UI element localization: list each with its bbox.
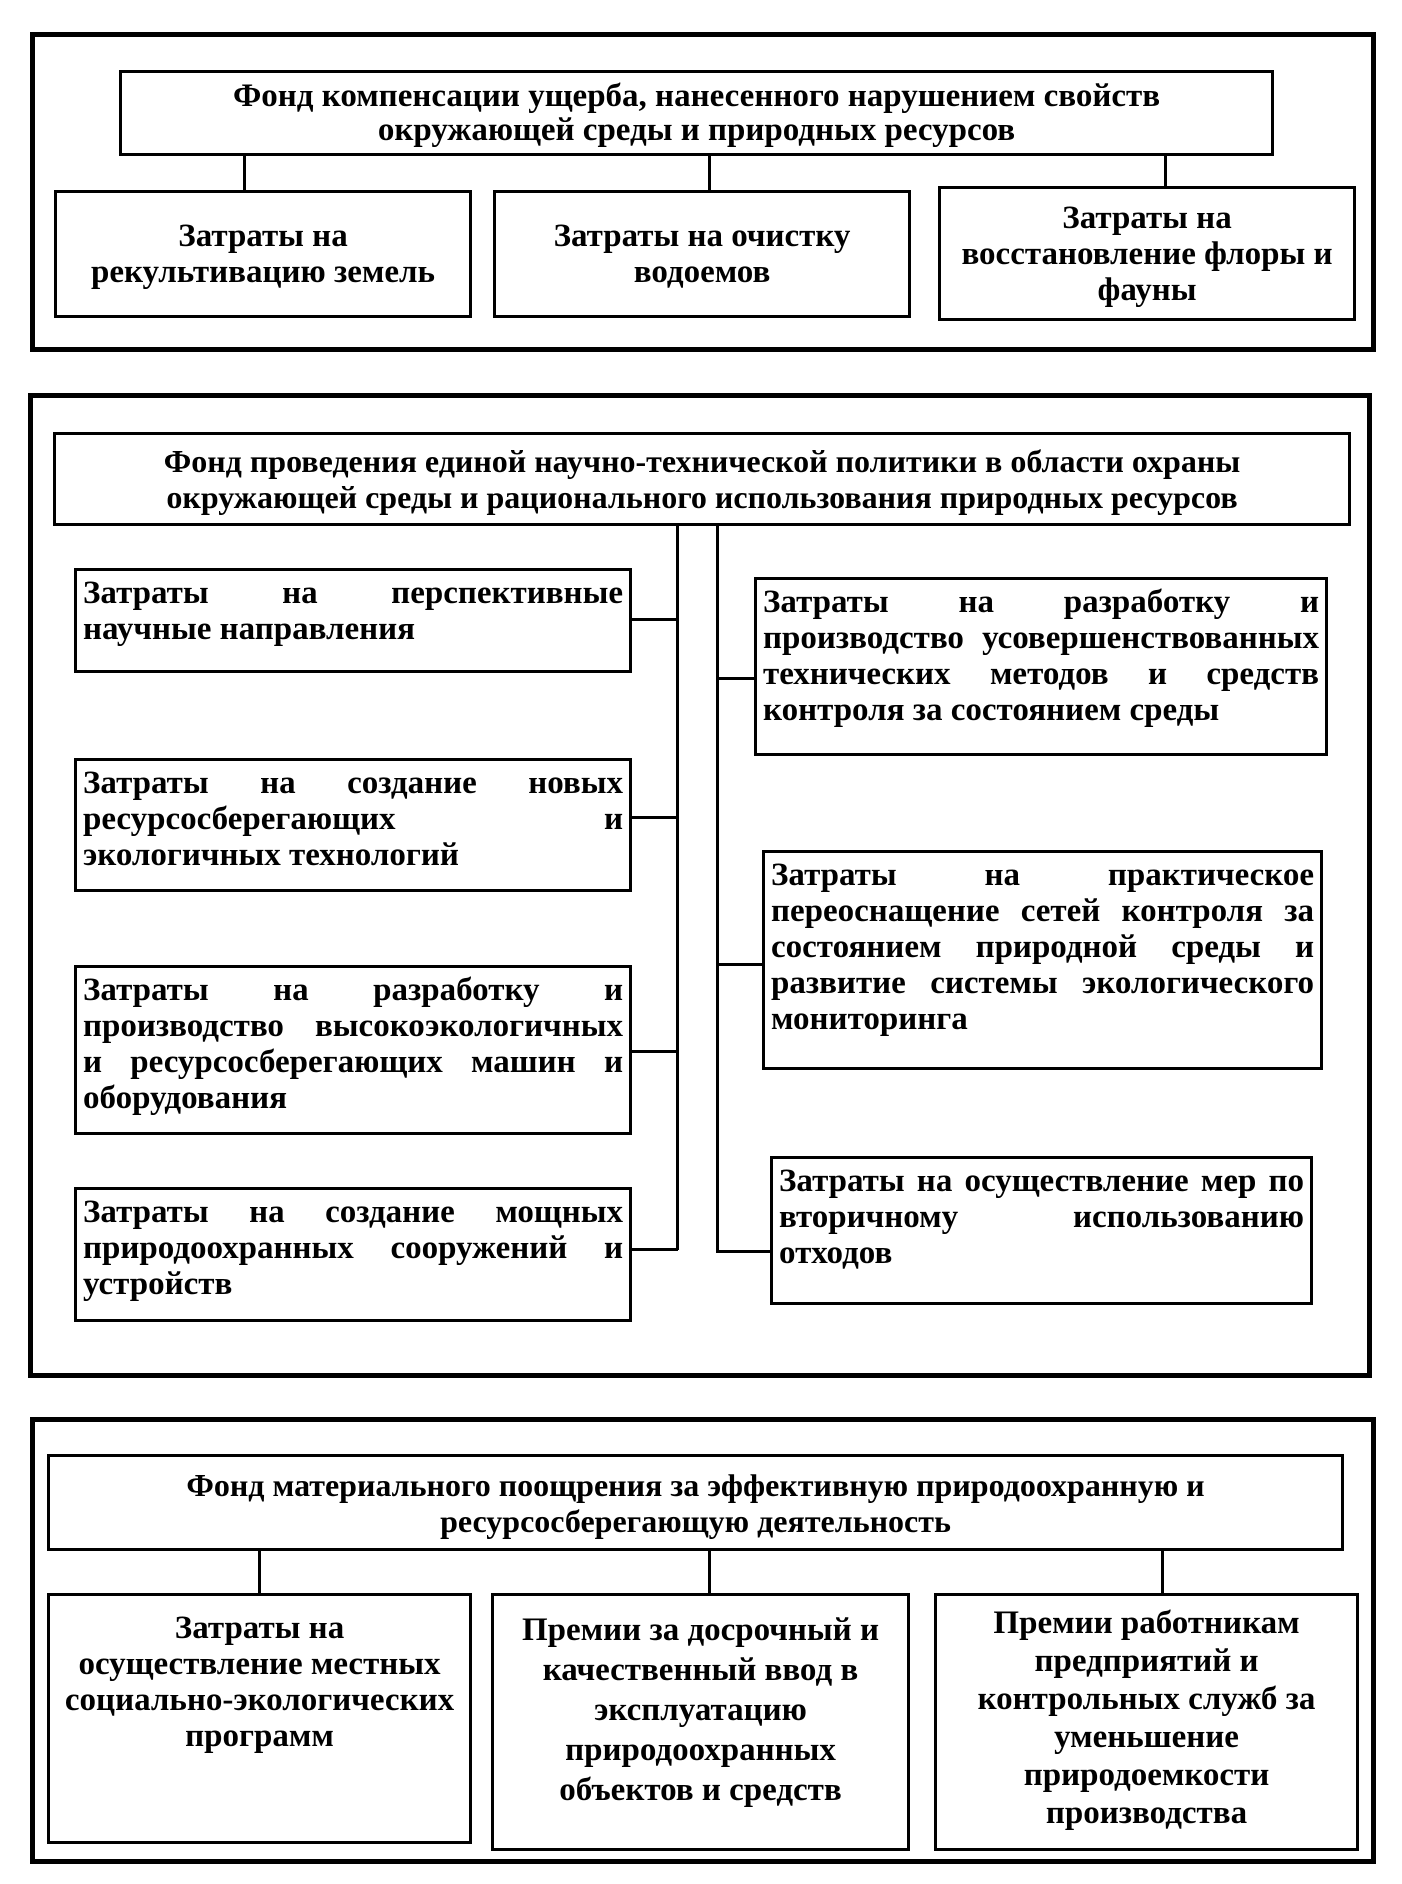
eco-technologies-box (74, 758, 632, 892)
eco-technologies-label: Затраты на создание новых ресурсосберегающих и экологичных технологий (83, 765, 623, 873)
worker-bonuses-box (934, 1593, 1359, 1851)
science-policy-fund-box (53, 432, 1351, 526)
research-directions-box (74, 568, 632, 673)
monitoring-networks-label: Затраты на практическое переоснащение сетей контроля за состоянием природной среды и развитие системы экологического мониторинга (771, 857, 1314, 1037)
protection-facilities-box (74, 1187, 632, 1322)
flora-fauna-label: Затраты на восстановление флоры и фауны (961, 199, 1333, 308)
early-commissioning-box (491, 1593, 910, 1851)
social-eco-programs-box (47, 1593, 472, 1844)
water-cleaning-box (493, 190, 911, 318)
waste-recycling-label: Затраты на осуществление мер по вторичному использованию отходов (779, 1163, 1304, 1271)
land-reclamation-label: Затраты на рекультивацию земель (91, 218, 435, 290)
control-methods-box (754, 577, 1328, 756)
monitoring-networks-box (762, 850, 1323, 1070)
research-directions-label: Затраты на перспективные научные направления (83, 575, 623, 647)
incentive-fund-box (47, 1454, 1344, 1551)
science-policy-fund-title: Фонд проведения единой научно-технической политики в области охраны окружающей среды и рационального использования природных ресурсов (163, 443, 1241, 515)
eco-machinery-label: Затраты на разработку и производство высокоэкологичных и ресурсосберегающих машин и оборудования (83, 972, 623, 1116)
compensation-fund-box (119, 70, 1274, 156)
protection-facilities-label: Затраты на создание мощных природоохранных сооружений и устройств (83, 1194, 623, 1302)
social-eco-programs-label: Затраты на осуществление местных социально-экологических программ (64, 1610, 455, 1754)
worker-bonuses-label: Премии работникам предприятий и контрольных служб за уменьшение природоемкости производства (977, 1605, 1316, 1831)
eco-machinery-box (74, 965, 632, 1135)
waste-recycling-box (770, 1156, 1313, 1305)
incentive-fund-title: Фонд материального поощрения за эффективную природоохранную и ресурсосберегающую деятельность (186, 1466, 1205, 1539)
compensation-fund-title: Фонд компенсации ущерба, нанесенного нарушением свойств окружающей среды и природных ресурсов (232, 78, 1161, 148)
flora-fauna-box (938, 186, 1356, 321)
land-reclamation-box (54, 190, 472, 318)
early-commissioning-label: Премии за досрочный и качественный ввод в эксплуатацию природоохранных объектов и средств (522, 1612, 879, 1808)
water-cleaning-label: Затраты на очистку водоемов (553, 218, 851, 290)
control-methods-label: Затраты на разработку и производство усовершенствованных технических методов и средств контроля за состоянием среды (763, 584, 1319, 728)
